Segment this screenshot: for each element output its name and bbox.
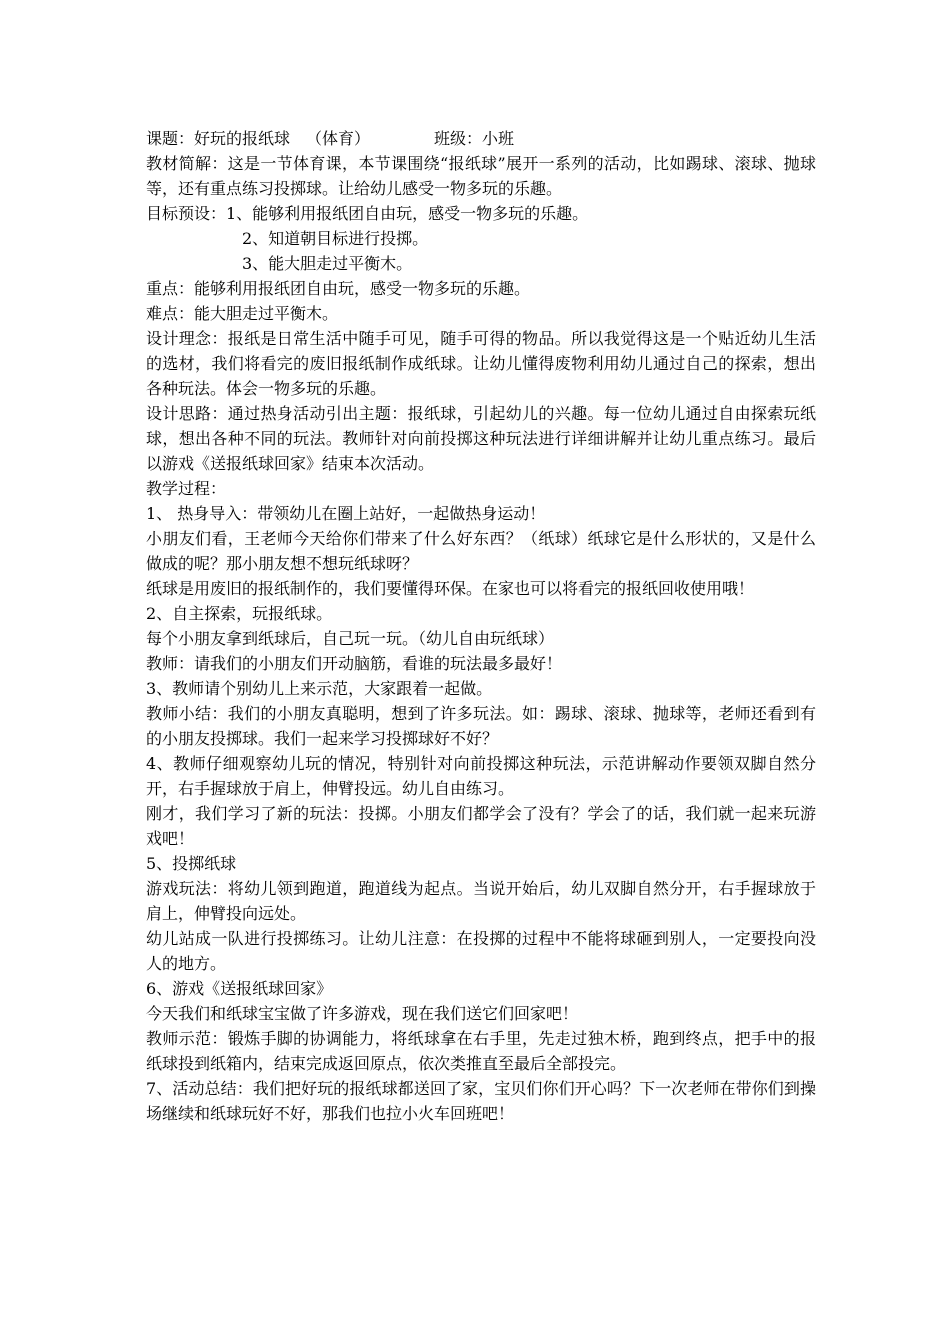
goal-3: 3、能大胆走过平衡木。 xyxy=(242,254,413,273)
goal-1: 目标预设：1、能够利用报纸团自由玩，感受一物多玩的乐趣。 xyxy=(146,204,589,223)
step-3-heading: 3、教师请个别幼儿上来示范，大家跟着一起做。 xyxy=(146,679,493,698)
step-5-practice: 幼儿站成一队进行投掷练习。让幼儿注意：在投掷的过程中不能将球砸到别人，一定要投向没人的地方。 xyxy=(146,929,816,973)
goal-2: 2、知道朝目标进行投掷。 xyxy=(242,229,429,248)
difficulty: 难点：能大胆走过平衡木。 xyxy=(146,304,339,323)
step-5-heading: 5、投掷纸球 xyxy=(146,854,237,873)
step-2-text-b: 教师：请我们的小朋友们开动脑筋，看谁的玩法最多最好！ xyxy=(146,654,563,673)
step-6-text-a: 今天我们和纸球宝宝做了许多游戏，现在我们送它们回家吧！ xyxy=(146,1004,579,1023)
lesson-class: 班级：小班 xyxy=(434,129,515,148)
material-intro: 教材简解：这是一节体育课，本节课围绕“报纸球”展开一系列的活动，比如踢球、滚球、抛球等，还有重点练习投掷球。让给幼儿感受一物多玩的乐趣。 xyxy=(146,154,816,198)
design-concept: 设计理念：报纸是日常生活中随手可见，随手可得的物品。所以我觉得这是一个贴近幼儿生活的选材，我们将看完的废旧报纸制作成纸球。让幼儿懂得废物利用幼儿通过自己的探索，想出各种玩法。体会一物多玩的乐趣。 xyxy=(146,329,816,398)
lesson-title: 课题：好玩的报纸球 xyxy=(146,129,291,148)
step-7-summary: 7、活动总结：我们把好玩的报纸球都送回了家，宝贝们你们开心吗？下一次老师在带你们到操场继续和纸球玩好不好，那我们也拉小火车回班吧！ xyxy=(146,1079,816,1123)
step-1-text-a: 小朋友们看，王老师今天给你们带来了什么好东西？（纸球）纸球它是什么形状的，又是什么做成的呢？那小朋友想不想玩纸球呀？ xyxy=(146,529,816,573)
step-4-heading: 4、教师仔细观察幼儿玩的情况，特别针对向前投掷这种玩法，示范讲解动作要领双脚自然分开，右手握球放于肩上，伸臂投远。幼儿自由练习。 xyxy=(146,754,816,798)
step-1-text-b: 纸球是用废旧的报纸制作的，我们要懂得环保。在家也可以将看完的报纸回收使用哦！ xyxy=(146,579,755,598)
step-4-text: 刚才，我们学习了新的玩法：投掷。小朋友们都学会了没有？学会了的话，我们就一起来玩游戏吧！ xyxy=(146,804,816,848)
step-2-text-a: 每个小朋友拿到纸球后，自己玩一玩。（幼儿自由玩纸球） xyxy=(146,629,555,648)
teaching-process-heading: 教学过程： xyxy=(146,479,227,498)
design-approach: 设计思路：通过热身活动引出主题：报纸球，引起幼儿的兴趣。每一位幼儿通过自由探索玩纸球，想出各种不同的玩法。教师针对向前投掷这种玩法进行详细讲解并让幼儿重点练习。最后以游戏《送报纸球回家》结束本次活动。 xyxy=(146,404,816,473)
lesson-plan-content xyxy=(146,126,816,1126)
step-3-summary: 教师小结：我们的小朋友真聪明，想到了许多玩法。如：踢球、滚球、抛球等，老师还看到有的小朋友投掷球。我们一起来学习投掷球好不好？ xyxy=(146,704,816,748)
lesson-subject: （体育） xyxy=(306,129,371,148)
lesson-header xyxy=(146,126,816,151)
step-6-heading: 6、游戏《送报纸球回家》 xyxy=(146,979,333,998)
step-2-heading: 2、自主探索，玩报纸球。 xyxy=(146,604,333,623)
step-6-demo: 教师示范：锻炼手脚的协调能力，将纸球拿在右手里，先走过独木桥，跑到终点，把手中的报纸球投到纸箱内，结束完成返回原点，依次类推直至最后全部投完。 xyxy=(146,1029,816,1073)
step-1-heading: 1、 热身导入：带领幼儿在圈上站好，一起做热身运动！ xyxy=(146,504,546,523)
key-point: 重点：能够利用报纸团自由玩，感受一物多玩的乐趣。 xyxy=(146,279,531,298)
step-5-rules: 游戏玩法：将幼儿领到跑道，跑道线为起点。当说开始后，幼儿双脚自然分开，右手握球放于肩上，伸臂投向远处。 xyxy=(146,879,816,923)
